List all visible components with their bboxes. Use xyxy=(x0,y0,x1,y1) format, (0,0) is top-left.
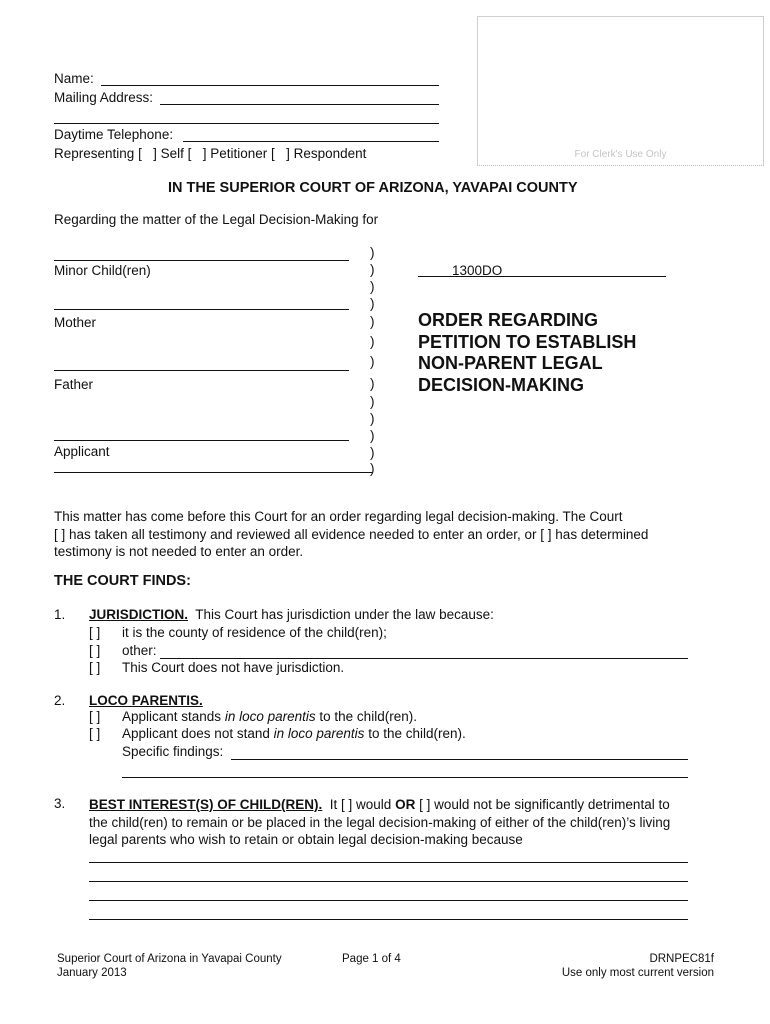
caption-paren: ) xyxy=(370,461,375,476)
caption-paren: ) xyxy=(370,279,375,294)
version-note: Use only most current version xyxy=(561,967,714,979)
jurisdiction-option-label: it is the county of residence of the child(ren); xyxy=(122,625,387,640)
best-interest-field[interactable] xyxy=(89,900,688,901)
name-field[interactable] xyxy=(101,85,439,86)
not-stands-checkbox[interactable]: [ ] xyxy=(89,726,101,741)
intro-line: This matter has come before this Court for an order regarding legal decision-making. The Court xyxy=(54,509,623,524)
intro-paragraph xyxy=(54,508,714,561)
intro-line: [ ] has taken all testimony and reviewed all evidence needed to enter an order, or [ ] has determined xyxy=(54,526,649,542)
representing-label: Representing xyxy=(54,146,135,161)
specific-findings-label: Specific findings: xyxy=(122,744,224,759)
mother-label: Mother xyxy=(54,315,97,330)
name-label: Name: xyxy=(54,71,94,86)
mailing-address-field[interactable] xyxy=(160,104,439,105)
respondent-checkbox[interactable]: [ ] xyxy=(271,146,290,161)
order-title xyxy=(418,310,636,396)
best-interest-rest: [ ] would not be significantly detrimental to xyxy=(419,797,670,812)
applicant-field[interactable] xyxy=(54,440,349,441)
court-title: IN THE SUPERIOR COURT OF ARIZONA, YAVAPAI COUNTY xyxy=(168,180,578,196)
caption-paren: ) xyxy=(370,354,375,369)
caption-paren: ) xyxy=(370,445,375,460)
section2-number: 2. xyxy=(54,693,66,708)
jurisdiction-other-checkbox[interactable]: [ ] xyxy=(89,643,101,658)
best-interest-line: legal parents who wish to retain or obtain legal decision-making because xyxy=(89,832,523,847)
no-jurisdiction-label: This Court does not have jurisdiction. xyxy=(122,660,345,675)
representing-row xyxy=(54,146,366,161)
telephone-label: Daytime Telephone: xyxy=(54,127,174,142)
intro-line: testimony is not needed to enter an order. xyxy=(54,544,304,559)
caption-paren: ) xyxy=(370,314,375,329)
footer-court: Superior Court of Arizona in Yavapai County xyxy=(57,953,282,965)
best-interest-field[interactable] xyxy=(89,919,688,920)
clerk-use-label: For Clerk's Use Only xyxy=(574,149,667,160)
caption-paren: ) xyxy=(370,411,375,426)
court-finds-heading: THE COURT FINDS: xyxy=(54,573,191,589)
father-field[interactable] xyxy=(54,370,349,371)
order-title-line: DECISION-MAKING xyxy=(418,374,584,395)
specific-findings-field-line2[interactable] xyxy=(122,777,688,778)
section1-number: 1. xyxy=(54,607,66,622)
best-interest-heading: BEST INTEREST(S) OF CHILD(REN). xyxy=(89,797,323,812)
caption-paren: ) xyxy=(370,428,375,443)
footer-date: January 2013 xyxy=(57,967,127,979)
stands-label xyxy=(122,709,417,724)
caption-paren: ) xyxy=(370,334,375,349)
self-label: Self xyxy=(160,146,184,161)
not-stands-text-end: to the child(ren). xyxy=(368,726,466,741)
caption-paren: ) xyxy=(370,296,375,311)
jurisdiction-text: This Court has jurisdiction under the law because: xyxy=(195,607,494,622)
footer-right xyxy=(562,952,714,980)
stands-italic: in loco parentis xyxy=(224,709,316,724)
self-checkbox[interactable]: [ ] xyxy=(138,146,157,161)
stands-text-end: to the child(ren). xyxy=(319,709,417,724)
best-interest-or: OR xyxy=(395,797,416,812)
jurisdiction-other-field[interactable] xyxy=(160,658,688,659)
order-title-line: ORDER REGARDING xyxy=(418,310,599,330)
order-title-line: NON-PARENT LEGAL xyxy=(418,353,603,373)
caption-paren: ) xyxy=(370,376,375,391)
section3-number: 3. xyxy=(54,796,66,811)
best-interest-field[interactable] xyxy=(89,862,688,863)
clerk-use-box xyxy=(477,16,764,166)
not-stands-italic: in loco parentis xyxy=(273,726,365,741)
caption-paren: ) xyxy=(370,245,375,260)
mailing-address-field-line2[interactable] xyxy=(54,123,439,124)
caption-paren: ) xyxy=(370,262,375,277)
caption-bottom-rule xyxy=(54,472,372,473)
page-number: Page 1 of 4 xyxy=(342,953,401,965)
case-number: 1300DO xyxy=(452,263,503,278)
form-code: DRNPEC81f xyxy=(649,953,714,965)
minor-children-label: Minor Child(ren) xyxy=(54,263,151,278)
best-interest-line xyxy=(89,796,719,814)
not-stands-label xyxy=(122,726,466,741)
jurisdiction-heading: JURISDICTION. xyxy=(89,607,189,622)
telephone-field[interactable] xyxy=(183,141,439,142)
specific-findings-field[interactable] xyxy=(231,759,688,760)
footer-left xyxy=(57,952,282,980)
petitioner-label: Petitioner xyxy=(210,146,268,161)
respondent-label: Respondent xyxy=(293,146,367,161)
loco-parentis-heading: LOCO PARENTIS. xyxy=(89,693,203,708)
best-interest-line: the child(ren) to remain or be placed in the legal decision-making of either of the child(ren)’s living xyxy=(89,814,671,830)
no-jurisdiction-checkbox[interactable]: [ ] xyxy=(89,660,101,675)
mailing-address-label: Mailing Address: xyxy=(54,90,154,105)
applicant-label: Applicant xyxy=(54,444,110,459)
not-stands-text: Applicant does not stand xyxy=(122,726,270,741)
father-label: Father xyxy=(54,377,94,392)
caption-paren: ) xyxy=(370,394,375,409)
mother-field[interactable] xyxy=(54,309,349,310)
jurisdiction-other-label: other: xyxy=(122,643,157,658)
best-interest-field[interactable] xyxy=(89,881,688,882)
section1-header xyxy=(89,607,494,622)
stands-checkbox[interactable]: [ ] xyxy=(89,709,101,724)
jurisdiction-option-checkbox[interactable]: [ ] xyxy=(89,625,101,640)
best-interest-it: It [ ] would xyxy=(329,797,392,812)
best-interest-paragraph xyxy=(89,796,719,849)
minor-children-field[interactable] xyxy=(54,260,349,261)
stands-text: Applicant stands xyxy=(122,709,222,724)
petitioner-checkbox[interactable]: [ ] xyxy=(187,146,207,161)
order-title-line: PETITION TO ESTABLISH xyxy=(418,331,637,352)
regarding-text: Regarding the matter of the Legal Decision-Making for xyxy=(54,212,379,227)
